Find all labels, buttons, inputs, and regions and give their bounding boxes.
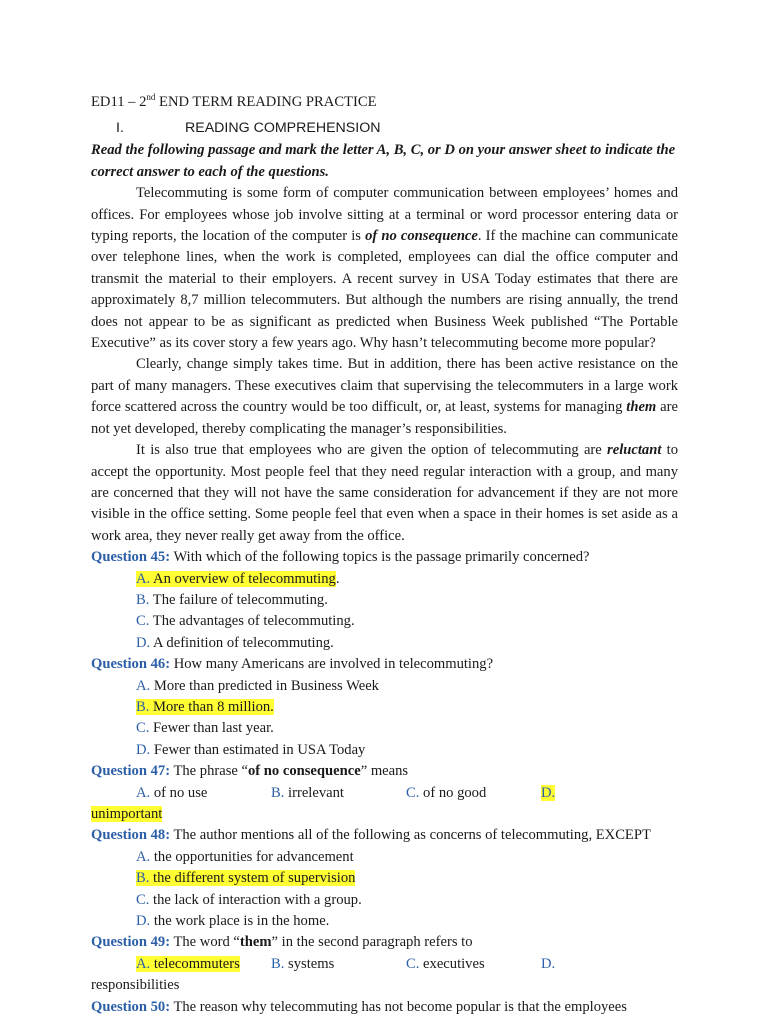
option-d[interactable] [541, 954, 646, 975]
paragraph-text: Clearly, change simply takes time. But in addition, there has been active resistance on the part of many managers. These executives claim that supervising the telecommuters in a large work force scattered across the country would be too difficult, or, at least, systems for managing [91, 356, 678, 416]
section-heading [91, 118, 678, 140]
highlighted-answer [136, 699, 274, 715]
option-b[interactable] [136, 590, 411, 611]
question-number: Question 49: [91, 934, 171, 951]
question-45-options [91, 569, 678, 655]
option-letter: D. [136, 913, 151, 930]
paragraph-text: . If the machine can communicate over telephone lines, when the work is completed, employees can dial the office computer and transmit the material to their employers. A recent survey in USA Today estimates that there are approximately 8,7 million telecommuters. But although the numbers are rising annually, the trend does not appear to be as significant as predicted when Business Week published “The Portable Executive” as its cover story a few years ago. Why hasn’t telecommuting become more popular? [91, 228, 678, 352]
question-text: ” in the second paragraph refers to [271, 934, 473, 951]
option-text: The advantages of telecommuting. [149, 613, 355, 630]
question-number: Question 45: [91, 549, 171, 566]
option-b[interactable] [271, 954, 406, 975]
paragraph-text: to accept the opportunity. Most people feel that they need regular interaction with a group, and many are concerned that they will not have the same consideration for advancement if they are not more visible in the office setting. Some people feel that even when a space in their homes is set aside as a work area, they never really get away from the office. [91, 442, 679, 544]
option-letter: A. [136, 570, 151, 587]
title-suffix: END TERM READING PRACTICE [155, 94, 377, 110]
option-letter: C. [406, 955, 420, 972]
option-d[interactable] [136, 911, 411, 932]
option-letter: C. [136, 720, 150, 737]
question-46 [91, 654, 678, 675]
option-d[interactable] [136, 740, 411, 761]
option-letter: A. [136, 677, 151, 694]
emphasis-word: reluctant [607, 442, 662, 459]
option-text: More than predicted in Business Week [150, 677, 379, 694]
emphasis-phrase: of no consequence [365, 228, 478, 245]
highlighted-answer [136, 571, 336, 587]
passage-paragraph-2 [91, 354, 678, 440]
document-body [91, 92, 678, 1018]
option-c[interactable] [136, 718, 411, 739]
question-bold-word: them [239, 934, 272, 951]
section-title: READING COMPREHENSION [185, 120, 381, 137]
question-number: Question 47: [91, 763, 171, 780]
option-c[interactable] [136, 611, 411, 632]
question-49-options [91, 954, 678, 975]
option-c[interactable] [406, 783, 541, 804]
option-text: telecommuters [150, 955, 240, 972]
option-letter: A. [136, 784, 151, 801]
section-number: I. [116, 120, 124, 137]
option-letter: B. [271, 784, 285, 801]
document-title [91, 92, 678, 113]
question-45 [91, 547, 678, 568]
option-text: of no good [419, 784, 487, 801]
option-text: A definition of telecommuting. [150, 634, 334, 651]
option-text: More than 8 million. [149, 698, 274, 715]
option-letter: C. [136, 613, 150, 630]
question-text: The author mentions all of the following as concerns of telecommuting, EXCEPT [170, 827, 651, 844]
passage-paragraph-1 [91, 183, 678, 354]
option-d-continuation [91, 804, 678, 825]
option-text: Fewer than last year. [149, 720, 274, 737]
question-text: ” means [360, 763, 409, 780]
emphasis-word: them [626, 399, 657, 416]
option-text: systems [284, 955, 335, 972]
option-text: Fewer than estimated in USA Today [150, 741, 366, 758]
paragraph-text: are not yet developed, thereby complicating the manager’s responsibilities. [91, 399, 678, 437]
passage-paragraph-3 [91, 440, 678, 547]
question-text: How many Americans are involved in telecommuting? [170, 656, 494, 673]
highlighted-answer [136, 870, 355, 886]
question-bold-phrase: of no consequence [248, 763, 361, 780]
option-text: the lack of interaction with a group. [149, 891, 362, 908]
option-letter: D. [541, 955, 556, 972]
question-text: The word “ [170, 934, 240, 951]
option-text: the work place is in the home. [150, 913, 330, 930]
highlighted-answer: unimportant [91, 806, 163, 822]
option-b[interactable] [271, 783, 406, 804]
option-a[interactable] [136, 954, 271, 975]
option-c[interactable] [406, 954, 541, 975]
option-letter: B. [136, 870, 150, 887]
option-letter: B. [136, 698, 150, 715]
question-47-options [91, 783, 678, 804]
option-d[interactable] [541, 783, 646, 804]
question-49 [91, 932, 678, 953]
option-a[interactable] [136, 847, 411, 868]
title-superscript: nd [146, 92, 156, 102]
option-text: An overview of telecommuting [150, 570, 336, 587]
option-letter: C. [136, 891, 150, 908]
option-text: of no use [150, 784, 208, 801]
option-text: irrelevant [284, 784, 344, 801]
question-47 [91, 761, 678, 782]
option-c[interactable] [136, 890, 411, 911]
option-text: the different system of supervision [149, 870, 356, 887]
question-text: With which of the following topics is the passage primarily concerned? [170, 549, 590, 566]
question-48 [91, 825, 678, 846]
option-punctuation: . [335, 570, 340, 587]
question-number: Question 50: [91, 998, 171, 1015]
option-d[interactable] [136, 633, 411, 654]
option-text: The failure of telecommuting. [149, 591, 328, 608]
option-letter: D. [541, 784, 556, 801]
option-a[interactable] [136, 676, 411, 697]
highlighted-answer [136, 956, 240, 972]
option-letter: B. [136, 591, 150, 608]
option-a[interactable] [136, 569, 411, 590]
title-prefix: ED11 – 2 [91, 94, 147, 110]
question-text: The phrase “ [170, 763, 248, 780]
option-letter: A. [136, 848, 151, 865]
paragraph-text: Telecommuting is some form of computer communication between employees’ homes and offices. For employees whose job involve sitting at a terminal or word processor entering data or typing reports, the location of the computer is [91, 185, 678, 245]
question-48-options [91, 847, 678, 933]
option-text: the opportunities for advancement [150, 848, 354, 865]
option-a[interactable] [136, 783, 271, 804]
instructions: Read the following passage and mark the letter A, B, C, or D on your answer sheet to indicate the correct answer to each of the questions. [91, 142, 676, 180]
option-letter: D. [136, 634, 151, 651]
option-letter: A. [136, 955, 151, 972]
question-46-options [91, 676, 678, 762]
paragraph-text: It is also true that employees who are given the option of telecommuting are [136, 442, 608, 459]
option-letter: B. [271, 955, 285, 972]
option-letter: C. [406, 784, 420, 801]
question-number: Question 48: [91, 827, 171, 844]
option-b[interactable] [136, 868, 411, 889]
question-text: The reason why telecommuting has not become popular is that the employees [170, 998, 627, 1015]
option-b[interactable] [136, 697, 411, 718]
option-d-continuation: responsibilities [91, 977, 180, 994]
option-text: executives [419, 955, 485, 972]
question-number: Question 46: [91, 656, 171, 673]
option-letter: D. [136, 741, 151, 758]
question-50 [91, 997, 678, 1018]
